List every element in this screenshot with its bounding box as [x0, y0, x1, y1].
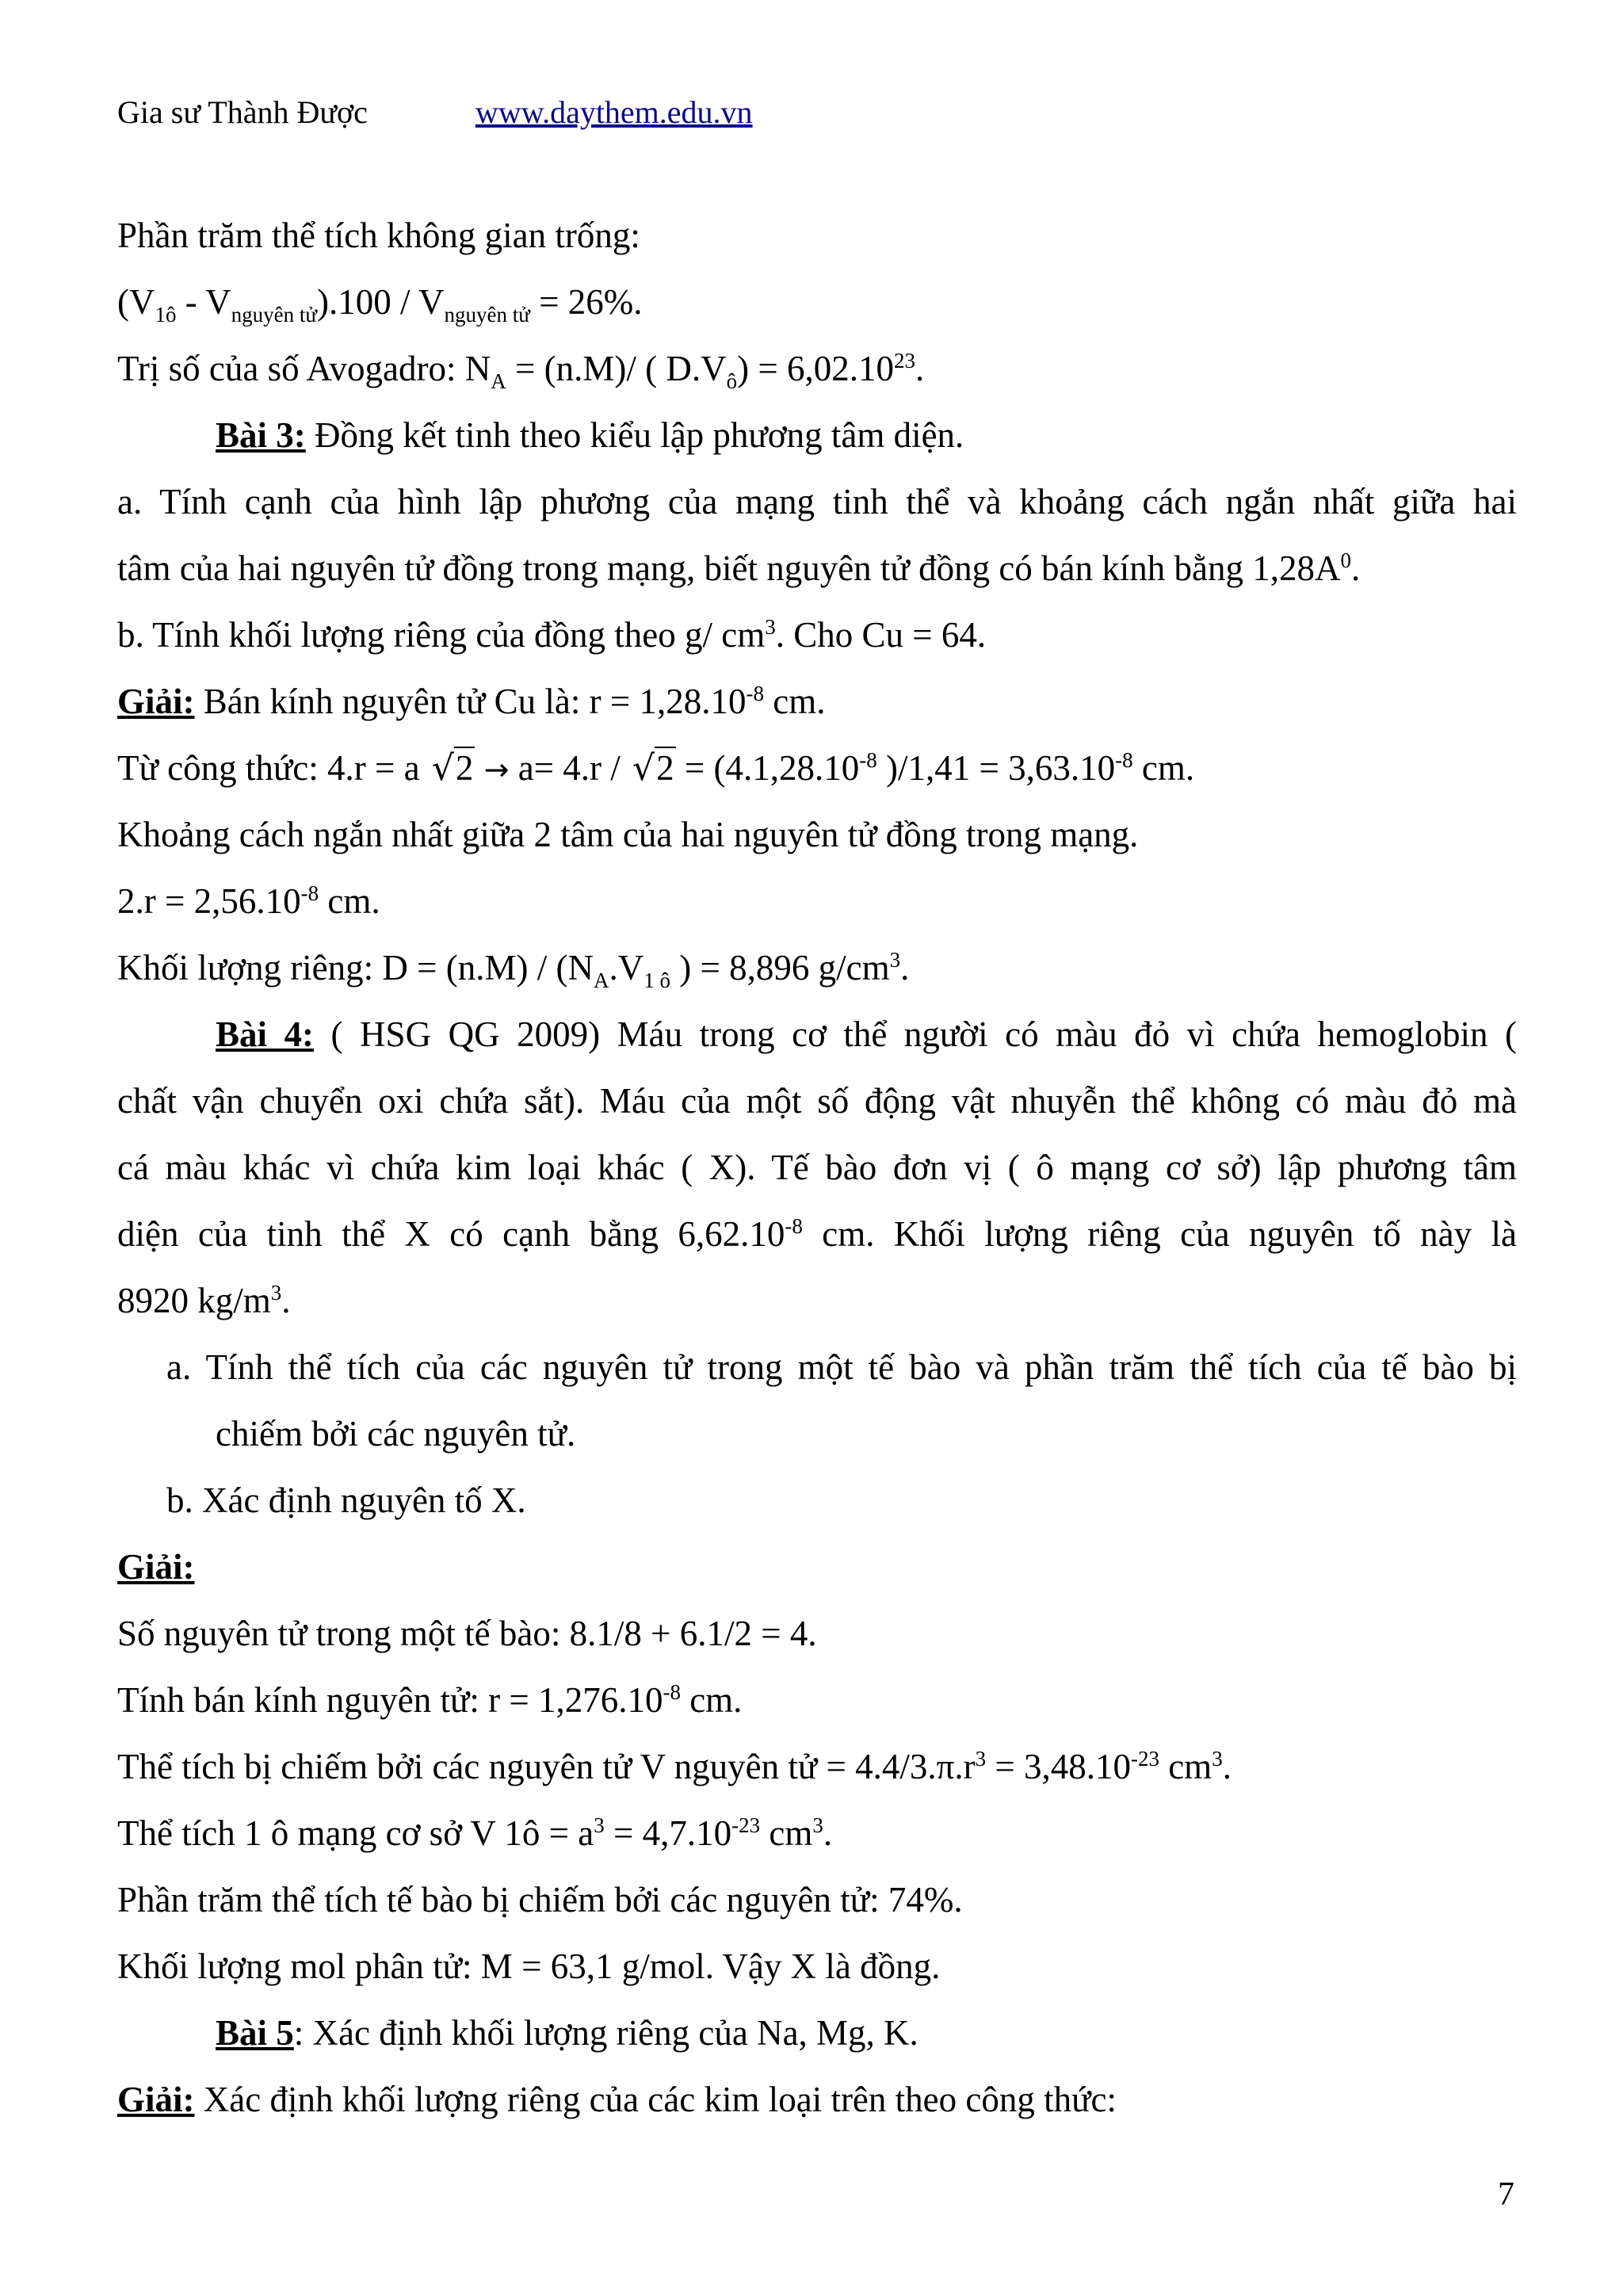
text-line: 8920 $kg/m^3$.: [117, 1281, 291, 1320]
solution-line: Giải: Xác định khối lượng riêng của các kim loại trên theo công thức:: [117, 2080, 1117, 2119]
text-line: cá màu khác vì chứa kim loại khác ( X). Tế bào đơn vị ( ô mạng cơ sở) lập phương tâm: [117, 1148, 1517, 1187]
header-author: Gia sư Thành Được: [117, 94, 368, 130]
solution-label: Giải:: [117, 1547, 195, 1587]
page-number: 7: [1498, 2176, 1514, 2213]
text-line: Số nguyên tử trong một tế bào: 8.1/8 + 6.1/2 = 4.: [117, 1614, 817, 1653]
document-body: [117, 212, 1517, 2143]
solution-label: Giải:: [117, 2080, 195, 2119]
formula-line: $(V_{1ô} - V_{nguyên tử}).100 / V_{nguyên tử} = 26\%$.: [117, 282, 643, 327]
header-website-link[interactable]: www.daythem.edu.vn: [475, 94, 753, 130]
text-line: diện của tinh thể X có cạnh bằng $6,62.10^{-8}$ cm. Khối lượng riêng của nguyên tố này là: [117, 1214, 1518, 1254]
text-line: Khoảng cách ngắn nhất giữa 2 tâm của hai nguyên tử đồng trong mạng.: [117, 815, 1139, 854]
formula-line: $2.r = 2,56.10^{-8}$ cm.: [117, 881, 380, 921]
text-line: tâm của hai nguyên tử đồng trong mạng, biết nguyên tử đồng có bán kính bằng $1,28A^0$.: [117, 548, 1361, 588]
page-header: [117, 94, 753, 130]
square-root: √2: [632, 748, 674, 789]
exercise-4-heading: Bài 4: ( HSG QG 2009) Máu trong cơ thể người có màu đỏ vì chứa hemoglobin (: [216, 1014, 1517, 1054]
formula-line: Khối lượng riêng: $D = (n.M) / (N_A.V_{1 ô}$ ) = 8,896 $g/cm^3$.: [117, 948, 910, 992]
exercise-5-heading: Bài 5: Xác định khối lượng riêng của Na, Mg, K.: [216, 2013, 918, 2053]
square-root: √2: [431, 748, 474, 789]
text-line: Tính bán kính nguyên tử: $r = 1,276.10^{-8}$ cm.: [117, 1680, 743, 1720]
exercise-3-title: Bài 3:: [216, 415, 306, 455]
formula-line: Thể tích 1 ô mạng cơ sở V 1ô = $a^3 = 4,7.10^{-23}$ $cm^3$.: [117, 1813, 833, 1853]
formula-line: Thể tích bị chiếm bởi các nguyên tử V nguyên tử = $4.4/3.\pi.r^3 = 3,48.10^{-23}$ $cm^3$.: [117, 1747, 1232, 1786]
text-line: Phần trăm thể tích tế bào bị chiếm bởi các nguyên tử: 74%.: [117, 1880, 963, 1920]
exercise-3-heading: Bài 3: Đồng kết tinh theo kiểu lập phương tâm diện.: [216, 415, 964, 455]
exercise-5-title: Bài 5: [216, 2013, 294, 2053]
arrow-icon: →: [483, 752, 510, 787]
text-line: b. Tính khối lượng riêng của đồng theo g/ $cm^3$. Cho Cu = 64.: [117, 615, 987, 655]
text-line: chất vận chuyển oxi chứa sắt). Máu của một số động vật nhuyễn thể không có màu đỏ mà: [117, 1081, 1517, 1121]
list-item: a. Tính thể tích của các nguyên tử trong một tế bào và phần trăm thể tích của tế bào bị: [166, 1347, 1517, 1387]
text-line: Khối lượng mol phân tử: M = 63,1 g/mol. Vậy X là đồng.: [117, 1946, 941, 1986]
list-item: b. Xác định nguyên tố X.: [166, 1480, 526, 1520]
solution-line: Giải: Bán kính nguyên tử Cu là: $r = 1,28.10^{-8}$ cm.: [117, 682, 826, 721]
solution-label: Giải:: [117, 682, 195, 721]
text-line: a. Tính cạnh của hình lập phương của mạng tinh thể và khoảng cách ngắn nhất giữa hai: [117, 482, 1517, 521]
formula-line: Từ công thức: 4.r = a $√2 \to a= 4.r / √2 = (4.1,28.10^{-8}$ )$/1,41 = 3,63.10^{-8}$ cm.: [117, 745, 1517, 812]
text-line: Phần trăm thể tích không gian trống:: [117, 216, 640, 255]
solution-line: [117, 1544, 1517, 1610]
exercise-4-title: Bài 4:: [216, 1014, 315, 1054]
formula-line: Trị số của số Avogadro: $N_A = (n.M)/$ ( $D.V_ô) = 6,02.10^{23}$.: [117, 349, 925, 393]
list-item-continuation: chiếm bởi các nguyên tử.: [216, 1414, 576, 1454]
